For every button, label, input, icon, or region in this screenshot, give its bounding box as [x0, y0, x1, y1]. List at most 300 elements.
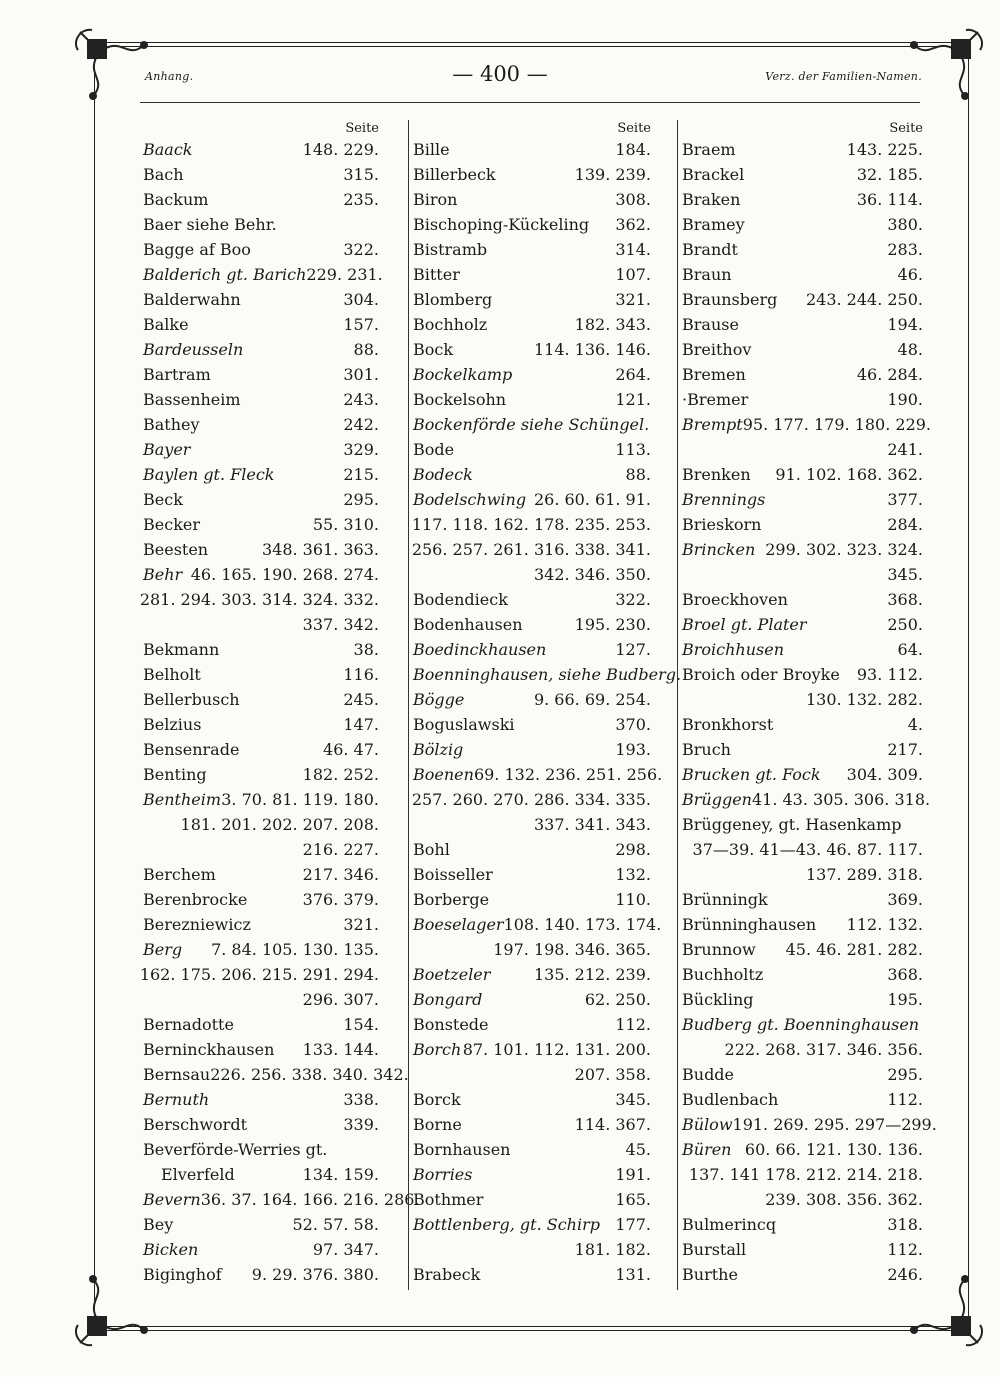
index-entry [680, 337, 923, 362]
entry-pages: 41. 43. 305. 306. 318. [751, 790, 931, 809]
index-entry [680, 1137, 923, 1162]
entry-name: Baer siehe Behr. [143, 215, 277, 234]
entry-name: Borch [413, 1040, 462, 1059]
entry-name: Burstall [682, 1240, 747, 1259]
entry-pages: 197. 198. 346. 365. [493, 940, 651, 959]
index-entry [411, 1012, 651, 1037]
entry-name: Broel gt. Plater [682, 615, 807, 634]
index-entry [680, 487, 923, 512]
index-entry [143, 837, 379, 862]
entry-pages: 32. 185. [856, 165, 923, 184]
border-bottom [90, 1330, 970, 1331]
entry-name: Budde [682, 1065, 735, 1084]
entry-pages: 157. [343, 315, 379, 334]
entry-pages: 338. [343, 1090, 379, 1109]
entry-name: Balderwahn [143, 290, 241, 309]
seite-label: Seite [889, 121, 923, 136]
entry-name: Boedinckhausen [413, 640, 547, 659]
index-entry [143, 987, 379, 1012]
index-entry [680, 1112, 937, 1137]
entry-pages: 36. 37. 164. 166. 216. 286. [200, 1190, 420, 1209]
entry-name: Bodeck [413, 465, 473, 484]
entry-pages: 216. 227. [302, 840, 379, 859]
entry-pages: 226. 256. 338. 340. 342. [210, 1065, 409, 1084]
entry-pages: 62. 250. [584, 990, 651, 1009]
index-entry [680, 812, 923, 837]
index-entry [411, 637, 651, 662]
entry-name: Brünningk [682, 890, 768, 909]
entry-pages: 181. 201. 202. 207. 208. [180, 815, 379, 834]
index-entry [143, 437, 379, 462]
entry-name: Bayer [143, 440, 191, 459]
index-entry [411, 437, 651, 462]
entry-name: Brieskorn [682, 515, 762, 534]
entry-pages: 177. [615, 1215, 651, 1234]
entry-pages: 147. [343, 715, 379, 734]
entry-pages: 127. [615, 640, 651, 659]
entry-name: Brincken [682, 540, 756, 559]
entry-name: Brucken gt. Fock [682, 765, 821, 784]
entry-pages: 184. [615, 140, 651, 159]
entry-pages: 46. 165. 190. 268. 274. [190, 565, 379, 584]
index-entry [143, 212, 379, 237]
entry-pages: 112. 132. [846, 915, 923, 934]
entry-pages: 195. [887, 990, 923, 1009]
entry-pages: 342. 346. 350. [533, 565, 651, 584]
index-entry [680, 287, 923, 312]
entry-name: Elverfeld [161, 1165, 235, 1184]
entry-name: Bremen [682, 365, 746, 384]
index-column-2 [408, 120, 682, 1290]
border-left [94, 40, 95, 1332]
entry-name: Bulmerincq [682, 1215, 777, 1234]
entry-name: Bellerbusch [143, 690, 240, 709]
entry-pages: 131. [615, 1265, 651, 1284]
entry-pages: 348. 361. 363. [261, 540, 379, 559]
entry-pages: 95. 177. 179. 180. 229. [742, 415, 932, 434]
entry-pages: 243. [343, 390, 379, 409]
entry-name: Büren [682, 1140, 732, 1159]
entry-name: Breithov [682, 340, 752, 359]
entry-pages: 308. [615, 190, 651, 209]
entry-name: Bückling [682, 990, 754, 1009]
entry-name: Beesten [143, 540, 209, 559]
index-entry [143, 662, 379, 687]
entry-name: Billerbeck [413, 165, 496, 184]
entry-name: Bernsau [143, 1065, 211, 1084]
index-entry [680, 412, 932, 437]
index-entry [680, 437, 923, 462]
entry-pages: 264. [615, 365, 651, 384]
index-entry [143, 162, 379, 187]
entry-name: Berschwordt [143, 1115, 247, 1134]
entry-name: Bodelschwing [413, 490, 527, 509]
index-entry [680, 562, 923, 587]
index-entry [143, 287, 379, 312]
index-entry [680, 987, 923, 1012]
entry-name: Brüggen [682, 790, 752, 809]
entry-name: Bruch [682, 740, 731, 759]
index-entry [411, 312, 651, 337]
entry-pages: 88. [353, 340, 379, 359]
index-entry [680, 512, 923, 537]
index-entry [680, 387, 923, 412]
seite-label: Seite [617, 121, 651, 136]
index-entry [411, 1137, 651, 1162]
index-entry [680, 587, 923, 612]
entry-pages: 165. [615, 1190, 651, 1209]
entry-pages: 195. 230. [574, 615, 651, 634]
entry-pages: 52. 57. 58. [292, 1215, 379, 1234]
entry-name: Bassenheim [143, 390, 241, 409]
entry-pages: 191. 269. 295. 297—299. [732, 1115, 937, 1134]
entry-name: Bensenrade [143, 740, 240, 759]
index-entry [143, 637, 379, 662]
index-entry [680, 1262, 923, 1287]
index-entry [411, 937, 651, 962]
entry-name: Brandt [682, 240, 738, 259]
entry-pages: 137. 289. 318. [805, 865, 923, 884]
entry-pages: 148. 229. [302, 140, 379, 159]
entry-pages: 315. [343, 165, 379, 184]
entry-name: Borne [413, 1115, 462, 1134]
index-entry [143, 937, 379, 962]
index-entry [143, 1037, 379, 1062]
index-entry [680, 1212, 923, 1237]
index-entry [143, 362, 379, 387]
index-entry [411, 787, 651, 812]
entry-name: Boenen [413, 765, 474, 784]
entry-name: Baylen gt. Fleck [143, 465, 275, 484]
entry-pages: 154. [343, 1015, 379, 1034]
index-entry [680, 1012, 923, 1037]
index-entry [143, 887, 379, 912]
index-entry [680, 1162, 923, 1187]
entry-pages: 377. [887, 490, 923, 509]
entry-pages: 298. [615, 840, 651, 859]
index-entry [411, 337, 651, 362]
index-entry [411, 537, 651, 562]
index-entry [680, 712, 923, 737]
entry-pages: 339. [343, 1115, 379, 1134]
entry-pages: 207. 358. [574, 1065, 651, 1084]
entry-name: Broich oder Broyke [682, 665, 840, 684]
entry-name: Baack [143, 140, 193, 159]
seite-label: Seite [345, 121, 379, 136]
entry-pages: 243. 244. 250. [805, 290, 923, 309]
entry-name: Bottlenberg, gt. Schirp [413, 1215, 600, 1234]
entry-name: Brenken [682, 465, 751, 484]
entry-pages: 217. [887, 740, 923, 759]
entry-pages: 229. 231. [306, 265, 383, 284]
index-entry [680, 262, 923, 287]
index-entry [143, 337, 379, 362]
entry-name: Bode [413, 440, 455, 459]
index-entry [143, 762, 379, 787]
entry-pages: 88. [625, 465, 651, 484]
entry-name: Bodendieck [413, 590, 508, 609]
entry-pages: 132. [615, 865, 651, 884]
index-entry [680, 937, 923, 962]
entry-pages: 133. 144. [302, 1040, 379, 1059]
index-entry [143, 812, 379, 837]
entry-pages: 215. [343, 465, 379, 484]
entry-name: ·Bremer [682, 390, 749, 409]
index-entry [143, 737, 379, 762]
entry-pages: 135. 212. 239. [533, 965, 651, 984]
entry-pages: 139. 239. [574, 165, 651, 184]
entry-name: Bothmer [413, 1190, 484, 1209]
index-entry [411, 1037, 651, 1062]
page-number: — 400 — [452, 62, 548, 86]
index-entry [411, 1187, 651, 1212]
entry-pages: 191. [615, 1165, 651, 1184]
entry-pages: 60. 66. 121. 130. 136. [744, 1140, 923, 1159]
entry-pages: 222. 268. 317. 346. 356. [724, 1040, 923, 1059]
entry-pages: 321. [343, 915, 379, 934]
index-entry [411, 237, 651, 262]
index-entry [680, 687, 923, 712]
entry-name: Broeckhoven [682, 590, 788, 609]
entry-pages: 48. [897, 340, 923, 359]
entry-pages: 337. 341. 343. [533, 815, 651, 834]
entry-name: Bardeusseln [143, 340, 244, 359]
index-entry [143, 512, 379, 537]
index-entry [680, 1187, 923, 1212]
entry-name: Braunsberg [682, 290, 778, 309]
entry-pages: 295. [343, 490, 379, 509]
entry-pages: 301. [343, 365, 379, 384]
index-entry [411, 687, 651, 712]
entry-pages: 137. 141 178. 212. 214. 218. [688, 1165, 923, 1184]
index-entry [143, 787, 379, 812]
entry-name: Braun [682, 265, 732, 284]
entry-name: Borck [413, 1090, 461, 1109]
entry-name: Bitter [413, 265, 460, 284]
entry-pages: 304. [343, 290, 379, 309]
index-entry [680, 962, 923, 987]
index-entry [143, 1012, 379, 1037]
entry-name: Bockelkamp [413, 365, 513, 384]
entry-pages: 368. [887, 965, 923, 984]
entry-name: Bochholz [413, 315, 488, 334]
entry-pages: 114. 367. [574, 1115, 651, 1134]
entry-name: Bartram [143, 365, 211, 384]
index-entry [411, 562, 651, 587]
entry-name: Budberg gt. Boenninghausen [682, 1015, 920, 1034]
entry-pages: 299. 302. 323. 324. [765, 540, 923, 559]
entry-pages: 9. 29. 376. 380. [251, 1265, 379, 1284]
index-entry [143, 412, 379, 437]
index-entry [411, 862, 651, 887]
entry-pages: 242. [343, 415, 379, 434]
entry-pages: 345. [615, 1090, 651, 1109]
index-entry [411, 762, 663, 787]
entry-name: Blomberg [413, 290, 493, 309]
index-entry [680, 612, 923, 637]
entry-pages: 87. 101. 112. 131. 200. [462, 1040, 651, 1059]
border-top [90, 42, 970, 43]
entry-pages: 250. [887, 615, 923, 634]
index-entry [680, 237, 923, 262]
index-entry [411, 712, 651, 737]
index-entry [411, 1237, 651, 1262]
entry-pages: 239. 308. 356. 362. [765, 1190, 923, 1209]
entry-pages: 257. 260. 270. 286. 334. 335. [411, 790, 651, 809]
index-entry [143, 262, 383, 287]
entry-name: Bernuth [143, 1090, 210, 1109]
entry-pages: 37—39. 41—43. 46. 87. 117. [692, 840, 923, 859]
entry-pages: 322. [615, 590, 651, 609]
entry-pages: 362. [615, 215, 651, 234]
index-entry [411, 662, 682, 687]
entry-pages: 117. 118. 162. 178. 235. 253. [411, 515, 651, 534]
entry-pages: 9. 66. 69. 254. [533, 690, 651, 709]
entry-pages: 337. 342. [302, 615, 379, 634]
entry-pages: 107. [615, 265, 651, 284]
index-entry [411, 812, 651, 837]
index-entry [411, 487, 651, 512]
entry-name: Bicken [143, 1240, 199, 1259]
entry-pages: 380. [887, 215, 923, 234]
border-bottom-inner [90, 1326, 970, 1327]
entry-pages: 108. 140. 173. 174. [503, 915, 662, 934]
entry-pages: 130. 132. 282. [805, 690, 923, 709]
entry-name: Beverförde-Werries gt. [143, 1140, 328, 1159]
entry-pages: 284. [887, 515, 923, 534]
entry-pages: 38. [353, 640, 379, 659]
entry-name: Biron [413, 190, 458, 209]
index-entry [411, 1162, 651, 1187]
entry-name: Bekmann [143, 640, 220, 659]
entry-pages: 112. [615, 1015, 651, 1034]
index-entry [411, 512, 651, 537]
entry-pages: 181. 182. [574, 1240, 651, 1259]
entry-pages: 295. [887, 1065, 923, 1084]
entry-name: Bodenhausen [413, 615, 523, 634]
index-entry [143, 387, 379, 412]
entry-name: Becker [143, 515, 200, 534]
entry-name: Bongard [413, 990, 483, 1009]
entry-name: Braem [682, 140, 736, 159]
entry-name: Berg [143, 940, 183, 959]
entry-name: Bonstede [413, 1015, 489, 1034]
border-top-inner [90, 46, 970, 47]
entry-pages: 7. 84. 105. 130. 135. [211, 940, 379, 959]
entry-pages: 69. 132. 236. 251. 256. [473, 765, 663, 784]
entry-pages: 368. [887, 590, 923, 609]
index-column-1 [139, 120, 420, 1287]
entry-name: Bockelsohn [413, 390, 507, 409]
index-entry [680, 887, 923, 912]
index-entry [143, 137, 379, 162]
entry-name: Bille [413, 140, 450, 159]
entry-pages: 46. [897, 265, 923, 284]
index-entry [411, 187, 651, 212]
entry-pages: 217. 346. [302, 865, 379, 884]
index-entry [411, 837, 651, 862]
index-entry [680, 537, 923, 562]
index-entry [143, 1237, 379, 1262]
entry-pages: 256. 257. 261. 316. 338. 341. [411, 540, 651, 559]
index-entry [143, 687, 379, 712]
entry-name: Bornhausen [413, 1140, 511, 1159]
entry-pages: 36. 114. [856, 190, 923, 209]
index-entry [143, 462, 379, 487]
index-entry [680, 787, 931, 812]
index-entry [680, 312, 923, 337]
index-entry [411, 162, 651, 187]
entry-name: Beck [143, 490, 183, 509]
index-entry [680, 462, 923, 487]
index-entry [411, 887, 651, 912]
entry-name: Bohl [413, 840, 450, 859]
entry-name: Berninckhausen [143, 1040, 275, 1059]
entry-pages: 296. 307. [302, 990, 379, 1009]
index-entry [680, 762, 923, 787]
entry-pages: 112. [887, 1240, 923, 1259]
entry-pages: 182. 343. [574, 315, 651, 334]
index-entry [680, 662, 923, 687]
index-entry [143, 312, 379, 337]
index-entry [143, 562, 379, 587]
entry-pages: 114. 136. 146. [533, 340, 651, 359]
index-column-3 [677, 120, 937, 1290]
entry-pages: 246. [887, 1265, 923, 1284]
entry-pages: 194. [887, 315, 923, 334]
index-entry [680, 1087, 923, 1112]
entry-pages: 345. [887, 565, 923, 584]
index-entry [143, 537, 379, 562]
index-entry [680, 737, 923, 762]
running-header-right: Verz. der Familien-Namen. [765, 70, 922, 83]
index-entry [143, 1212, 379, 1237]
index-entry [143, 1087, 379, 1112]
entry-name: Bockenförde siehe Schüngel. [413, 415, 650, 434]
entry-pages: 376. 379. [302, 890, 379, 909]
entry-name: Biginghof [143, 1265, 222, 1284]
index-entry [680, 1237, 923, 1262]
index-entry [143, 1062, 409, 1087]
header-rule [140, 102, 920, 103]
entry-pages: 134. 159. [302, 1165, 379, 1184]
entry-name: Bronkhorst [682, 715, 774, 734]
index-entry [680, 837, 923, 862]
entry-pages: 113. [615, 440, 651, 459]
entry-name: Behr [143, 565, 183, 584]
index-entry [139, 587, 379, 612]
index-entry [411, 212, 651, 237]
entry-name: Broichhusen [682, 640, 785, 659]
index-entry [139, 962, 379, 987]
entry-pages: 4. [907, 715, 923, 734]
index-entry [680, 912, 923, 937]
index-entry [680, 637, 923, 662]
entry-pages: 46. 47. [323, 740, 379, 759]
index-entry [411, 1212, 651, 1237]
index-entry [680, 1062, 923, 1087]
entry-name: Belzius [143, 715, 202, 734]
entry-name: Budlenbach [682, 1090, 779, 1109]
entry-name: Bögge [413, 690, 465, 709]
entry-pages: 116. [343, 665, 379, 684]
entry-name: Bistramb [413, 240, 488, 259]
entry-name: Bölzig [413, 740, 464, 759]
entry-name: Braken [682, 190, 741, 209]
entry-pages: 241. [887, 440, 923, 459]
index-entry [680, 212, 923, 237]
entry-name: Brackel [682, 165, 745, 184]
